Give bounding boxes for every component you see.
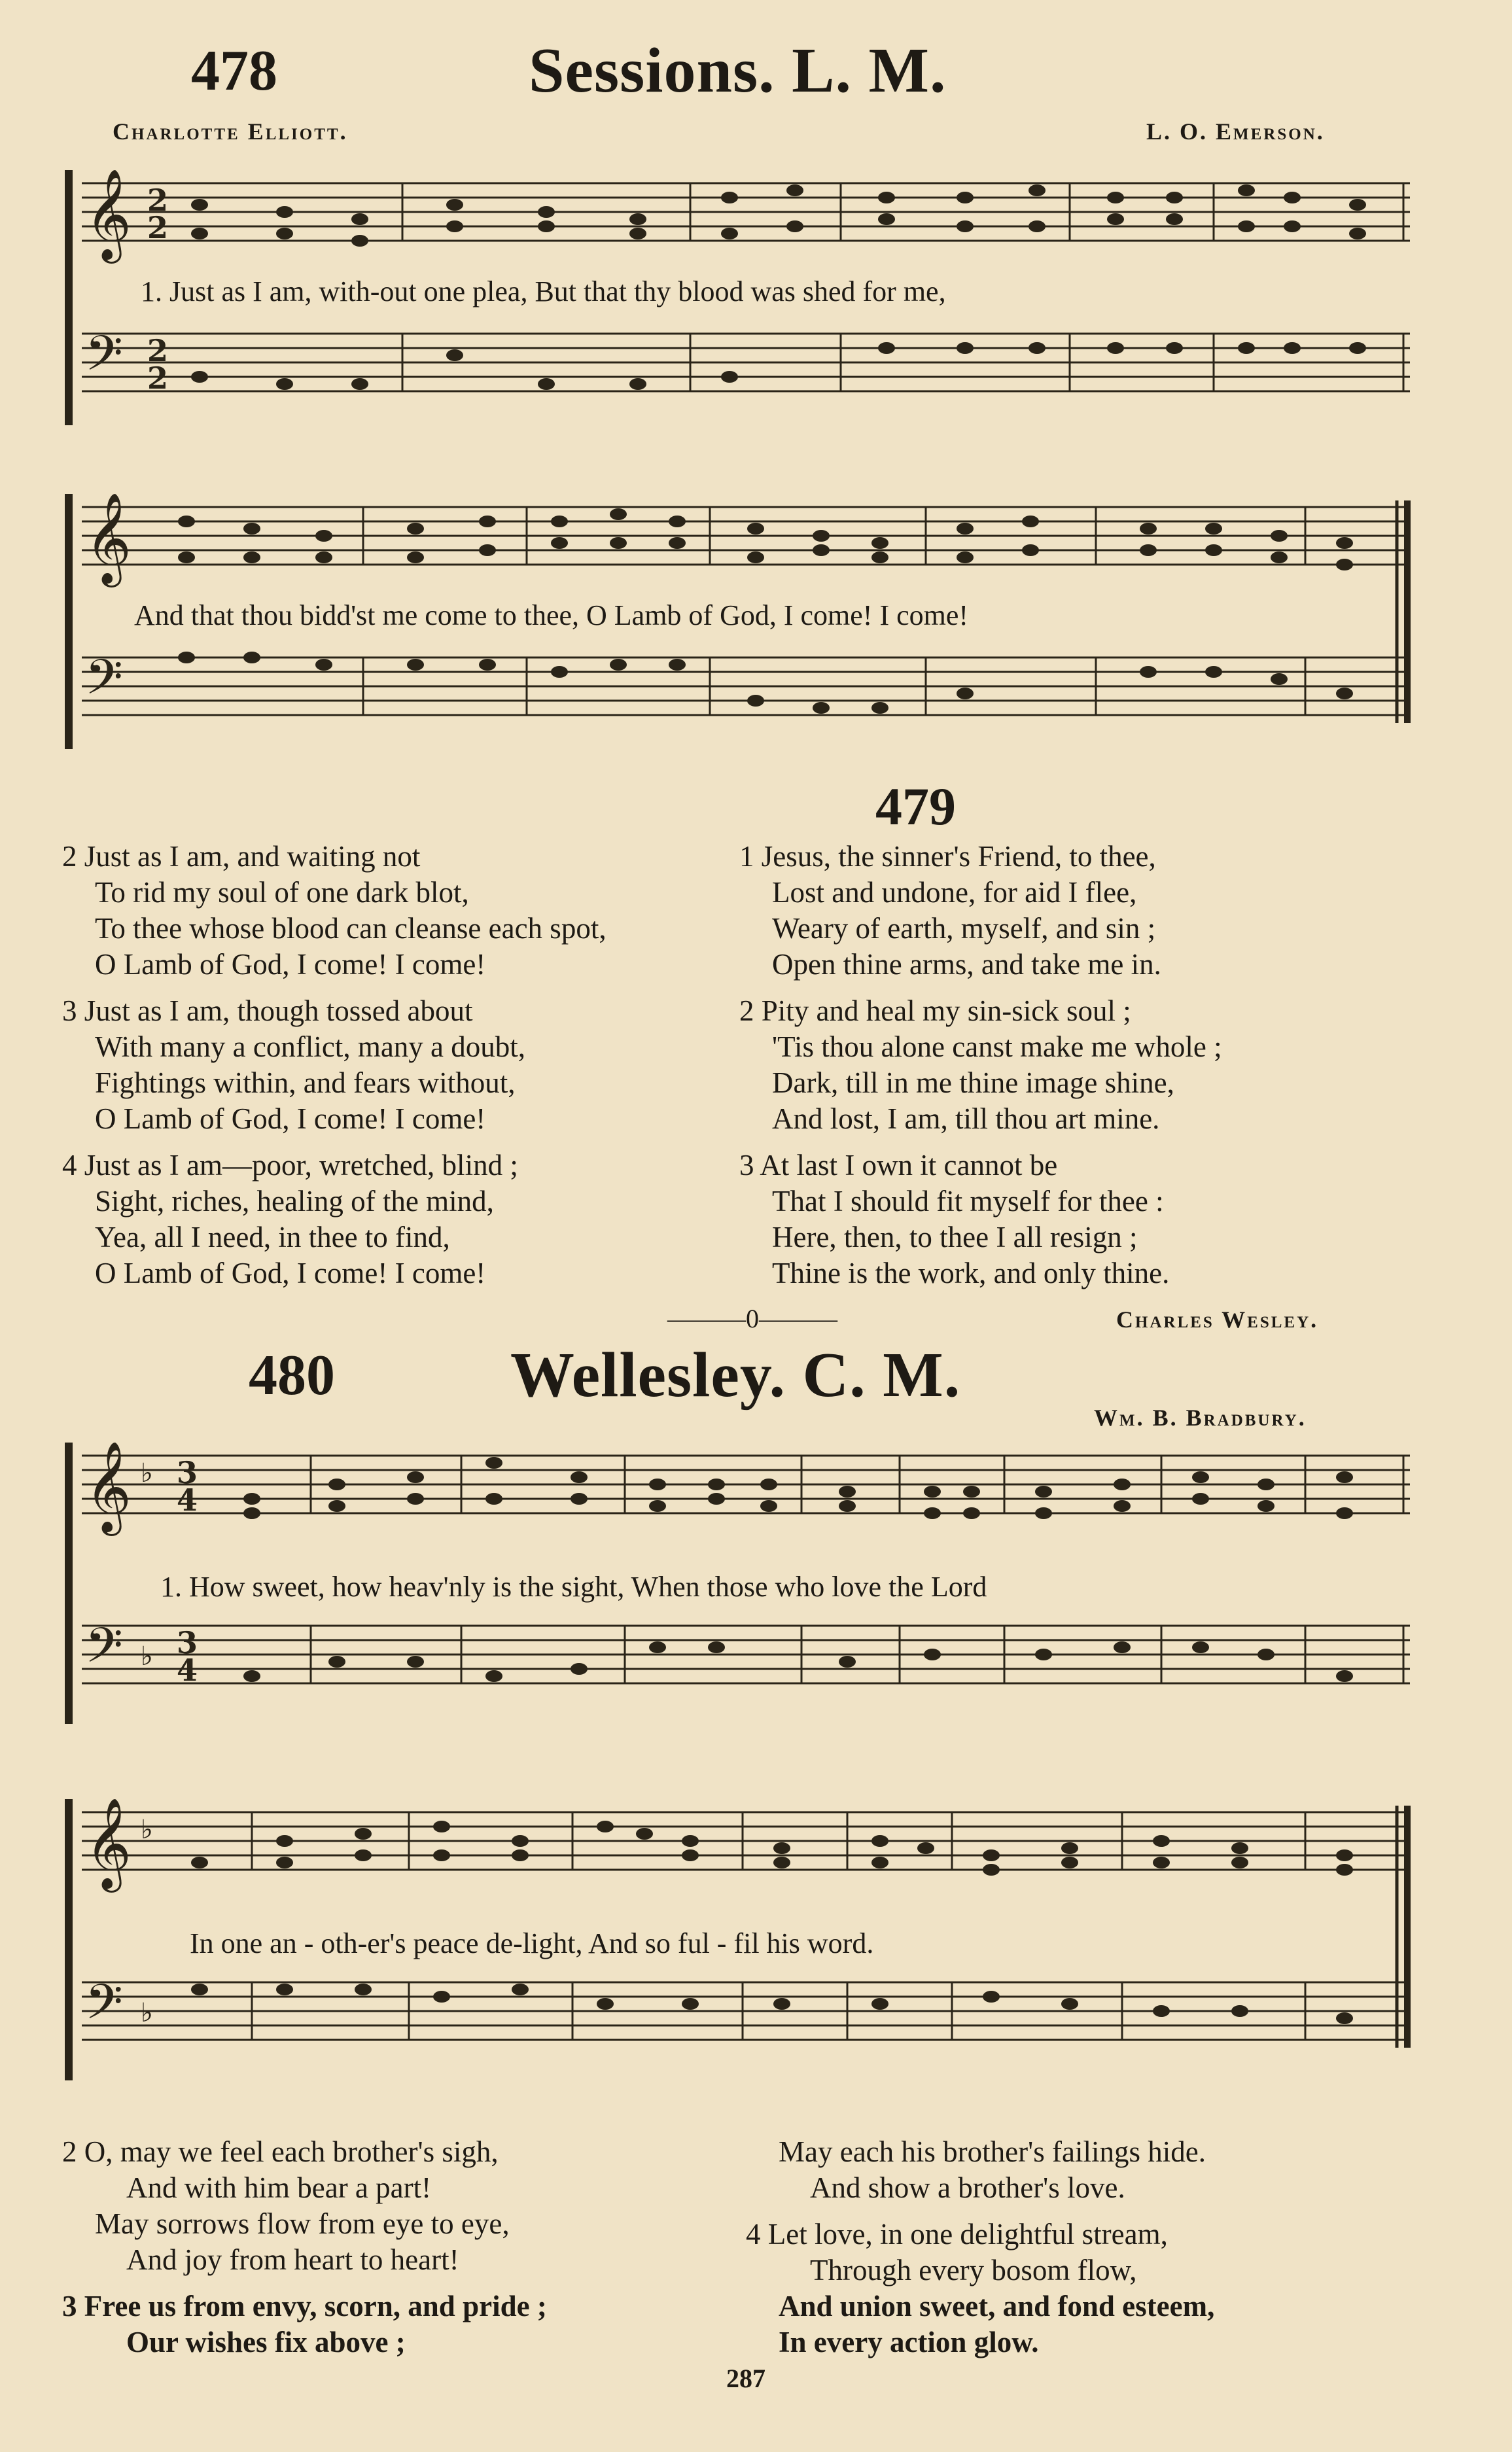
verse-line: Through every bosom flow, [810, 2254, 1137, 2286]
hymn-479-verse-2 [739, 993, 1222, 1137]
svg-text:2: 2 [147, 360, 169, 396]
verse-line: 4 Let love, in one delightful stream, [746, 2218, 1168, 2251]
hymn-478-system-1-music [62, 164, 1423, 451]
hymn-480-lyric-line-2: In one an - oth-er's peace de-light, And so ful - fil his word. [190, 1927, 874, 1959]
hymn-478-verse-3 [62, 993, 607, 1137]
svg-text:𝄢: 𝄢 [85, 1617, 123, 1686]
svg-text:♭: ♭ [141, 1458, 153, 1488]
verse-line: To rid my soul of one dark blot, [95, 876, 469, 909]
hymn-479-author: Charles Wesley. [1116, 1306, 1319, 1333]
svg-text:𝄞: 𝄞 [85, 493, 132, 584]
hymn-480-verses-right [746, 2134, 1214, 2371]
verse-line: 3 Just as I am, though tossed about [62, 994, 473, 1027]
svg-text:𝄢: 𝄢 [85, 325, 123, 394]
hymn-478-number: 478 [191, 39, 277, 103]
verse-line: With many a conflict, many a doubt, [95, 1030, 526, 1063]
hymn-480-number: 480 [249, 1344, 335, 1407]
hymn-478-composer: L. O. Emerson. [1146, 118, 1325, 145]
section-divider: ———0——— [667, 1304, 837, 1333]
hymn-479-verses [739, 839, 1222, 1302]
verse-line: 2 Pity and heal my sin-sick soul ; [739, 994, 1131, 1027]
verse-line: To thee whose blood can cleanse each spot, [95, 912, 607, 945]
verse-line: Open thine arms, and take me in. [772, 948, 1161, 981]
verse-line: And lost, I am, till thou art mine. [772, 1102, 1160, 1135]
hymn-478-author: Charlotte Elliott. [113, 118, 348, 145]
hymn-480-verse-3-cont [746, 2134, 1214, 2206]
hymn-478-verse-2 [62, 839, 607, 983]
verse-line: O Lamb of God, I come! I come! [95, 1257, 486, 1289]
svg-text:4: 4 [177, 1482, 198, 1518]
hymn-478-lyric-line-1: 1. Just as I am, with-out one plea, But that thy blood was shed for me, [141, 275, 946, 307]
hymn-478-verses [62, 839, 607, 1302]
verse-line: Sight, riches, healing of the mind, [95, 1185, 494, 1217]
svg-text:𝄢: 𝄢 [85, 1974, 123, 2042]
svg-text:2: 2 [147, 183, 169, 218]
hymn-480-verse-3 [62, 2288, 547, 2360]
verse-line: Dark, till in me thine image shine, [772, 1066, 1174, 1099]
verse-line: 1 Jesus, the sinner's Friend, to thee, [739, 840, 1156, 873]
svg-text:𝄞: 𝄞 [85, 169, 132, 260]
svg-text:2: 2 [147, 210, 169, 245]
svg-text:♭: ♭ [141, 1641, 153, 1672]
verse-line: 'Tis thou alone canst make me whole ; [772, 1030, 1222, 1063]
hymn-479-verse-3 [739, 1147, 1222, 1291]
svg-text:2: 2 [147, 333, 169, 368]
hymn-479-verse-1 [739, 839, 1222, 983]
verse-line: That I should fit myself for thee : [772, 1185, 1164, 1217]
hymn-480-lyric-line-1: 1. How sweet, how heav'nly is the sight, When those who love the Lord [160, 1571, 987, 1603]
verse-line: O Lamb of God, I come! I come! [95, 948, 486, 981]
hymn-480-composer: Wm. B. Bradbury. [1094, 1405, 1307, 1431]
hymn-478-tune-title: Sessions. L. M. [529, 35, 947, 106]
hymn-478-system-2-music [62, 487, 1423, 775]
hymn-480-verse-2 [62, 2134, 547, 2278]
hymn-480-system-1-music [62, 1436, 1423, 1743]
page-number: 287 [726, 2364, 765, 2393]
verse-line: Fightings within, and fears without, [95, 1066, 516, 1099]
verse-line: In every action glow. [779, 2326, 1039, 2358]
svg-text:♭: ♭ [141, 1815, 153, 1845]
svg-text:4: 4 [177, 1653, 198, 1688]
verse-line: Here, then, to thee I all resign ; [772, 1221, 1138, 1253]
verse-line: And joy from heart to heart! [126, 2243, 459, 2276]
verse-line: 2 Just as I am, and waiting not [62, 840, 421, 873]
svg-text:3: 3 [177, 1625, 198, 1660]
verse-line: May each his brother's failings hide. [779, 2135, 1206, 2168]
verse-line: Weary of earth, myself, and sin ; [772, 912, 1156, 945]
verse-line: Our wishes fix above ; [126, 2326, 406, 2358]
verse-line: May sorrows flow from eye to eye, [95, 2207, 510, 2240]
hymn-480-system-2-music [62, 1793, 1423, 2100]
svg-text:𝄞: 𝄞 [85, 1798, 132, 1889]
hymn-480-verses-left [62, 2134, 547, 2371]
hymn-480-tune-title: Wellesley. C. M. [510, 1340, 961, 1410]
svg-text:𝄞: 𝄞 [85, 1441, 132, 1532]
svg-text:3: 3 [177, 1455, 198, 1490]
verse-line: 4 Just as I am—poor, wretched, blind ; [62, 1149, 518, 1182]
verse-line: Thine is the work, and only thine. [772, 1257, 1170, 1289]
verse-line: 3 At last I own it cannot be [739, 1149, 1058, 1182]
verse-line: And with him bear a part! [126, 2171, 432, 2204]
hymn-479-number: 479 [875, 777, 956, 836]
verse-line: And show a brother's love. [810, 2171, 1125, 2204]
verse-line: 3 Free us from envy, scorn, and pride ; [62, 2290, 547, 2322]
svg-text:𝄢: 𝄢 [85, 649, 123, 718]
verse-line: 2 O, may we feel each brother's sigh, [62, 2135, 499, 2168]
verse-line: Yea, all I need, in thee to find, [95, 1221, 450, 1253]
verse-line: O Lamb of God, I come! I come! [95, 1102, 486, 1135]
verse-line: And union sweet, and fond esteem, [779, 2290, 1215, 2322]
hymn-478-verse-4 [62, 1147, 607, 1291]
hymn-478-lyric-line-2: And that thou bidd'st me come to thee, O Lamb of God, I come! I come! [134, 599, 969, 631]
hymn-480-verse-4 [746, 2216, 1214, 2360]
verse-line: Lost and undone, for aid I flee, [772, 876, 1137, 909]
svg-text:♭: ♭ [141, 1998, 153, 2028]
